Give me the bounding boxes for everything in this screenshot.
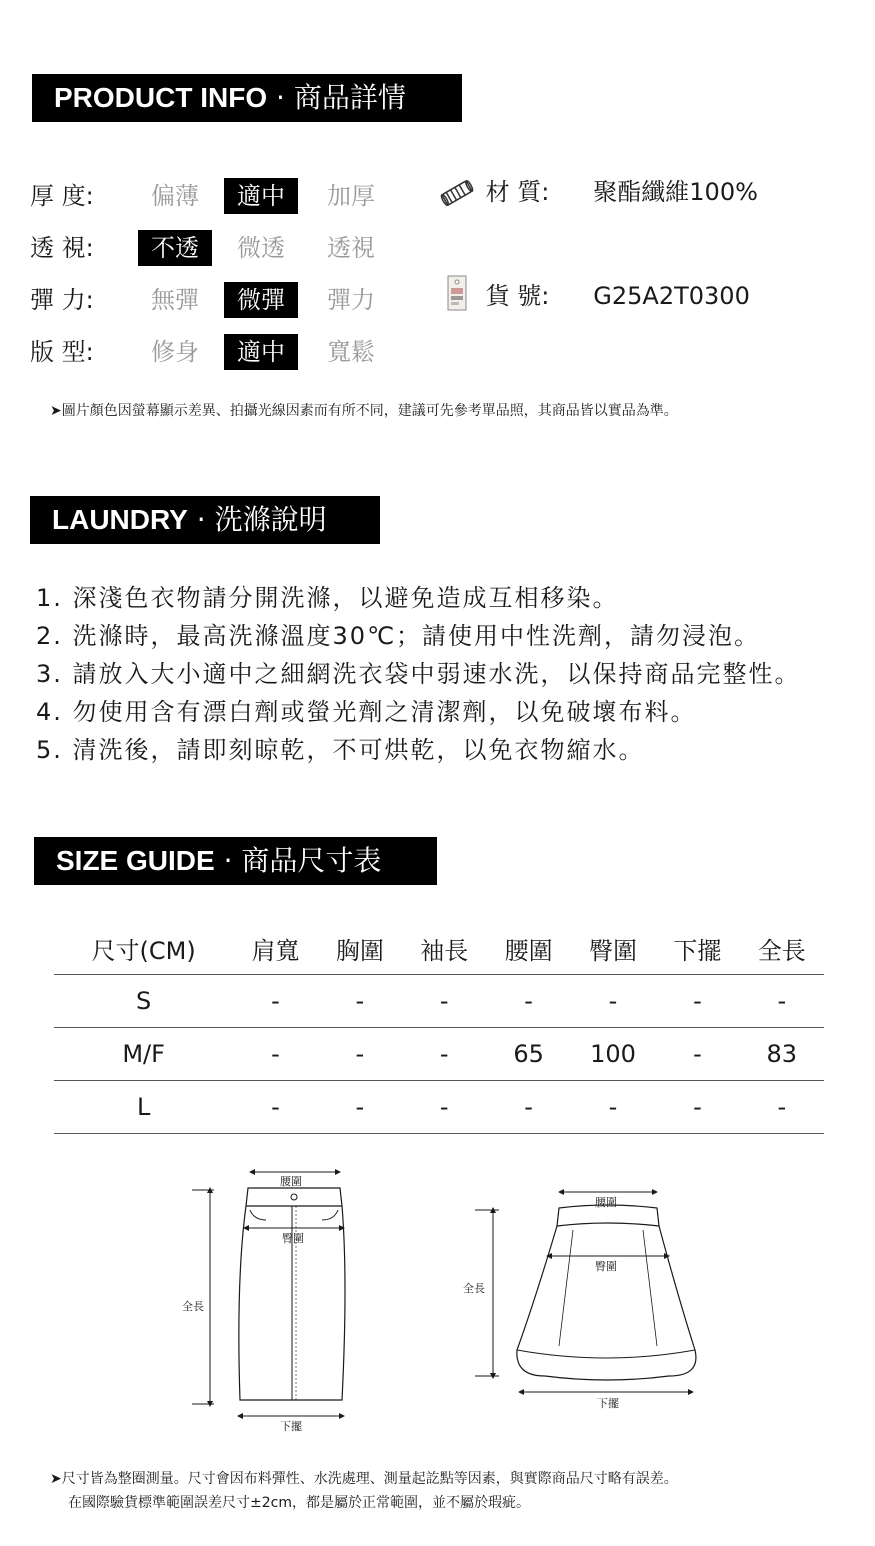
attribute-option: 寬鬆	[327, 338, 375, 366]
attribute-option-selected: 適中	[224, 334, 298, 370]
material-row	[440, 172, 758, 212]
item-no-row	[440, 276, 750, 316]
product-info-header	[32, 74, 462, 122]
laundry-header-zh: 洗滌說明	[214, 503, 327, 536]
table-cell: -	[233, 1081, 317, 1134]
size-guide-header-zh: 商品尺寸表	[241, 844, 382, 877]
material-value: 聚酯纖維100%	[593, 178, 758, 206]
table-cell: -	[318, 975, 402, 1028]
waist-label: 腰圍	[280, 1175, 302, 1188]
table-cell: -	[402, 1028, 486, 1081]
size-disclaimer-line1: ➤尺寸皆為整圈測量。尺寸會因布料彈性、水洗處理、測量起訖點等因素，與實際商品尺寸略有誤差。	[50, 1471, 678, 1487]
waist-label: 腰圍	[595, 1196, 617, 1209]
attribute-option: 加厚	[327, 182, 375, 210]
item-no-value: G25A2T0300	[593, 282, 750, 310]
column-header: 袖長	[402, 922, 486, 975]
table-cell: L	[54, 1081, 233, 1134]
table-cell: -	[402, 1081, 486, 1134]
table-cell: -	[571, 1081, 655, 1134]
color-disclaimer: ➤圖片顏色因螢幕顯示差異、拍攝光線因素而有所不同，建議可先參考單品照，其商品皆以實品為準。	[50, 403, 678, 419]
size-table	[54, 922, 824, 1134]
table-row	[54, 1081, 824, 1134]
table-cell: -	[402, 975, 486, 1028]
laundry-header	[30, 496, 380, 544]
table-cell: -	[233, 975, 317, 1028]
attribute-label: 版 型:	[30, 338, 94, 366]
table-cell: -	[655, 1081, 739, 1134]
pencil-skirt-diagram	[170, 1160, 380, 1440]
table-row	[54, 975, 824, 1028]
material-label: 材 質:	[485, 178, 550, 206]
length-label: 全長	[182, 1300, 204, 1313]
size-table-header-row	[54, 922, 824, 975]
a-line-skirt-diagram	[455, 1180, 705, 1420]
product-info-header-zh: 商品詳情	[293, 81, 406, 114]
column-header: 全長	[740, 922, 824, 975]
tag-icon	[440, 280, 474, 314]
size-disclaimer-line2: 在國際驗貨標準範圍誤差尺寸±2cm，都是屬於正常範圍，並不屬於瑕疵。	[68, 1495, 530, 1511]
table-cell: -	[318, 1028, 402, 1081]
table-cell: 83	[740, 1028, 824, 1081]
table-cell: 100	[571, 1028, 655, 1081]
item-no-label: 貨 號:	[485, 282, 550, 310]
thread-spool-icon	[440, 176, 474, 210]
attribute-option-selected: 不透	[138, 230, 212, 266]
column-header: 胸圍	[318, 922, 402, 975]
laundry-item: 1. 深淺色衣物請分開洗滌，以避免造成互相移染。	[36, 584, 619, 612]
attribute-row	[30, 230, 430, 266]
column-header: 臀圍	[571, 922, 655, 975]
table-cell: -	[233, 1028, 317, 1081]
attribute-option: 偏薄	[151, 182, 199, 210]
attribute-label: 透 視:	[30, 234, 94, 262]
table-cell: S	[54, 975, 233, 1028]
header-separator: ·	[223, 844, 233, 877]
attribute-row	[30, 178, 430, 214]
column-header: 下擺	[655, 922, 739, 975]
table-cell: M/F	[54, 1028, 233, 1081]
laundry-header-en: LAUNDRY	[52, 504, 188, 535]
size-guide-header	[34, 837, 437, 885]
attribute-row	[30, 334, 430, 370]
laundry-item: 3. 請放入大小適中之細網洗衣袋中弱速水洗，以保持商品完整性。	[36, 660, 801, 688]
table-cell: -	[486, 1081, 570, 1134]
attribute-option: 修身	[151, 338, 199, 366]
column-header: 尺寸(CM)	[54, 922, 233, 975]
attribute-option: 彈力	[327, 286, 375, 314]
attribute-option-selected: 適中	[224, 178, 298, 214]
attribute-option: 無彈	[151, 286, 199, 314]
attribute-label: 彈 力:	[30, 286, 94, 314]
laundry-item: 2. 洗滌時，最高洗滌溫度30℃；請使用中性洗劑，請勿浸泡。	[36, 622, 761, 650]
table-cell: -	[740, 975, 824, 1028]
header-separator: ·	[196, 503, 206, 536]
attribute-label: 厚 度:	[30, 182, 94, 210]
column-header: 肩寬	[233, 922, 317, 975]
hip-label: 臀圍	[282, 1232, 304, 1245]
column-header: 腰圍	[486, 922, 570, 975]
table-cell: -	[655, 1028, 739, 1081]
length-label: 全長	[463, 1282, 485, 1295]
attribute-option: 透視	[327, 234, 375, 262]
attribute-row	[30, 282, 430, 318]
laundry-item: 5. 清洗後，請即刻晾乾，不可烘乾，以免衣物縮水。	[36, 736, 645, 764]
hip-label: 臀圍	[595, 1260, 617, 1273]
table-cell: -	[486, 975, 570, 1028]
table-cell: -	[571, 975, 655, 1028]
hem-label: 下擺	[280, 1420, 302, 1433]
table-cell: 65	[486, 1028, 570, 1081]
hem-label: 下擺	[597, 1397, 619, 1410]
size-guide-header-en: SIZE GUIDE	[56, 845, 215, 876]
table-cell: -	[655, 975, 739, 1028]
table-cell: -	[740, 1081, 824, 1134]
attribute-option: 微透	[237, 234, 285, 262]
laundry-item: 4. 勿使用含有漂白劑或螢光劑之清潔劑，以免破壞布料。	[36, 698, 697, 726]
header-separator: ·	[276, 81, 285, 114]
attribute-option-selected: 微彈	[224, 282, 298, 318]
table-cell: -	[318, 1081, 402, 1134]
table-row	[54, 1028, 824, 1081]
product-info-header-en: PRODUCT INFO	[54, 82, 268, 113]
